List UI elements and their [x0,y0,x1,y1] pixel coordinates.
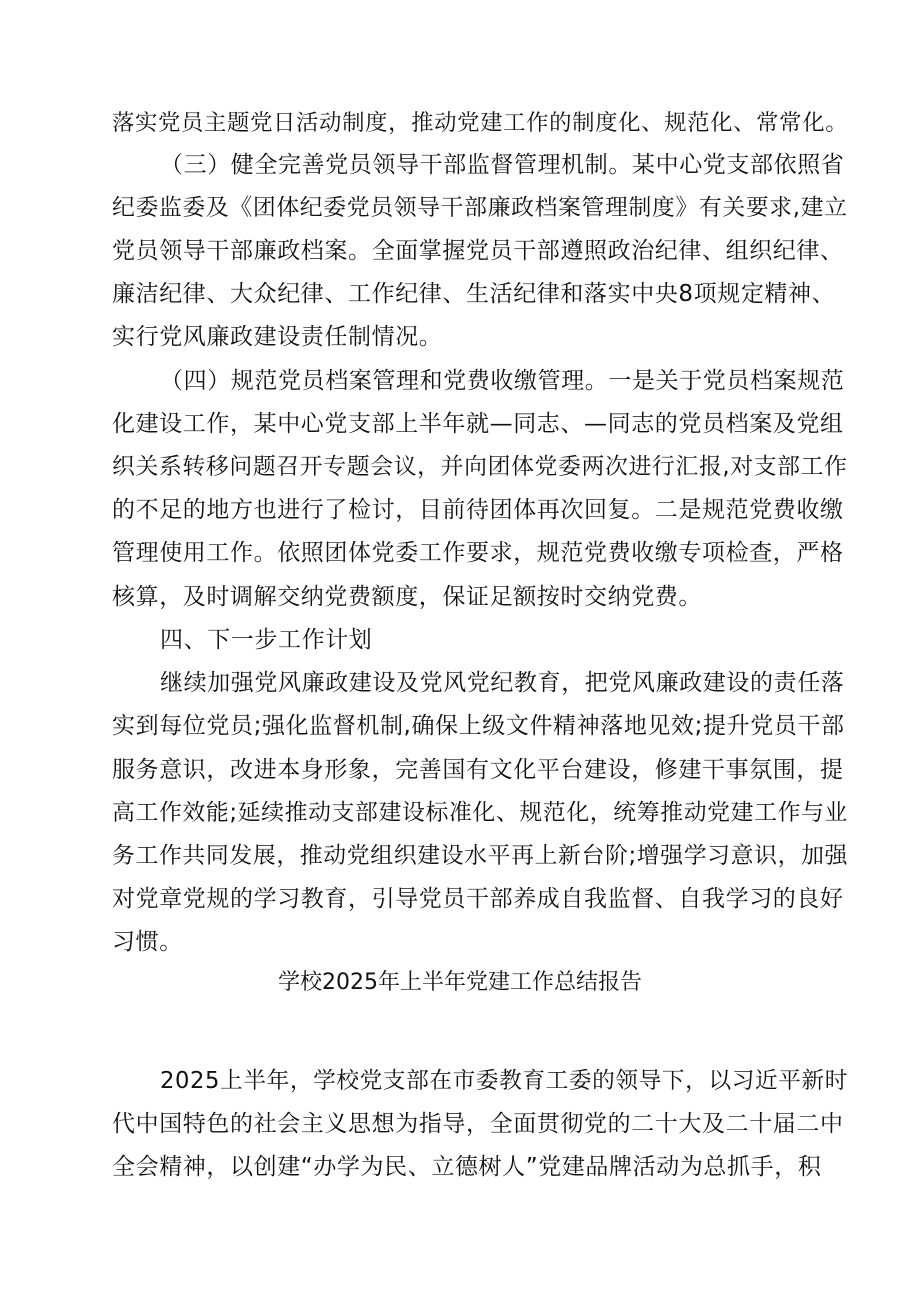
paragraph-line: （四）规范党员档案管理和党费收缴管理。一是关于党员档案规范 [160,368,845,394]
paragraph-line: 织关系转移问题召开专题会议，并向团体党委两次进行汇报,对支部工作 [112,454,848,480]
paragraph-line: 习惯。 [112,929,183,955]
paragraph-line: 代中国特色的社会主义思想为指导，全面贯彻党的二十大及二十届二中 [112,1111,844,1137]
paragraph-line: 核算，及时调解交纳党费额度，保证足额按时交纳党费。 [112,584,702,610]
paragraph-line: 的不足的地方也进行了检讨，目前待团体再次回复。二是规范党费收缴 [112,497,844,523]
paragraph-line: 实行党风廉政建设责任制情况。 [112,324,443,350]
paragraph-line: 廉洁纪律、大众纪律、工作纪律、生活纪律和落实中央8项规定精神、 [112,281,836,307]
paragraph-line: 化建设工作，某中心党支部上半年就—同志、—同志的党员档案及党组 [112,411,844,437]
paragraph-line: 全会精神，以创建“办学为民、立德树人”党建品牌活动为总抓手，积 [112,1154,822,1180]
paragraph-line: 管理使用工作。依照团体党委工作要求，规范党费收缴专项检查，严格 [112,540,844,566]
paragraph-line: 高工作效能;延续推动支部建设标准化、规范化，统筹推动党建工作与业 [112,800,849,826]
paragraph-line: 服务意识，改进本身形象，完善国有文化平台建设，修建干事氛围，提 [112,757,844,783]
section-heading: 四、下一步工作计划 [160,627,373,653]
paragraph-line: 继续加强党风廉政建设及党风党纪教育，把党风廉政建设的责任落 [160,670,845,696]
paragraph-line: （三）健全完善党员领导干部监督管理机制。某中心党支部依照省 [160,152,845,178]
paragraph-line: 对党章党规的学习教育，引导党员干部养成自我监督、自我学习的良好 [112,886,844,912]
paragraph-line: 实到每位党员;强化监督机制,确保上级文件精神落地见效;提升党员干部 [112,713,845,739]
paragraph-line: 纪委监委及《团体纪委党员领导干部廉政档案管理制度》有关要求,建立 [112,195,848,221]
paragraph-line: 党员领导干部廉政档案。全面掌握党员干部遵照政治纪律、组织纪律、 [112,238,844,264]
paragraph-line: 务工作共同发展，推动党组织建设水平再上新台阶;增强学习意识，加强 [112,843,849,869]
paragraph-line: 落实党员主题党日活动制度，推动党建工作的制度化、规范化、常常化。 [112,110,849,136]
paragraph-line: 2025上半年，学校党支部在市委教育工委的领导下，以习近平新时 [160,1068,848,1094]
document-title: 学校2025年上半年党建工作总结报告 [278,970,642,995]
